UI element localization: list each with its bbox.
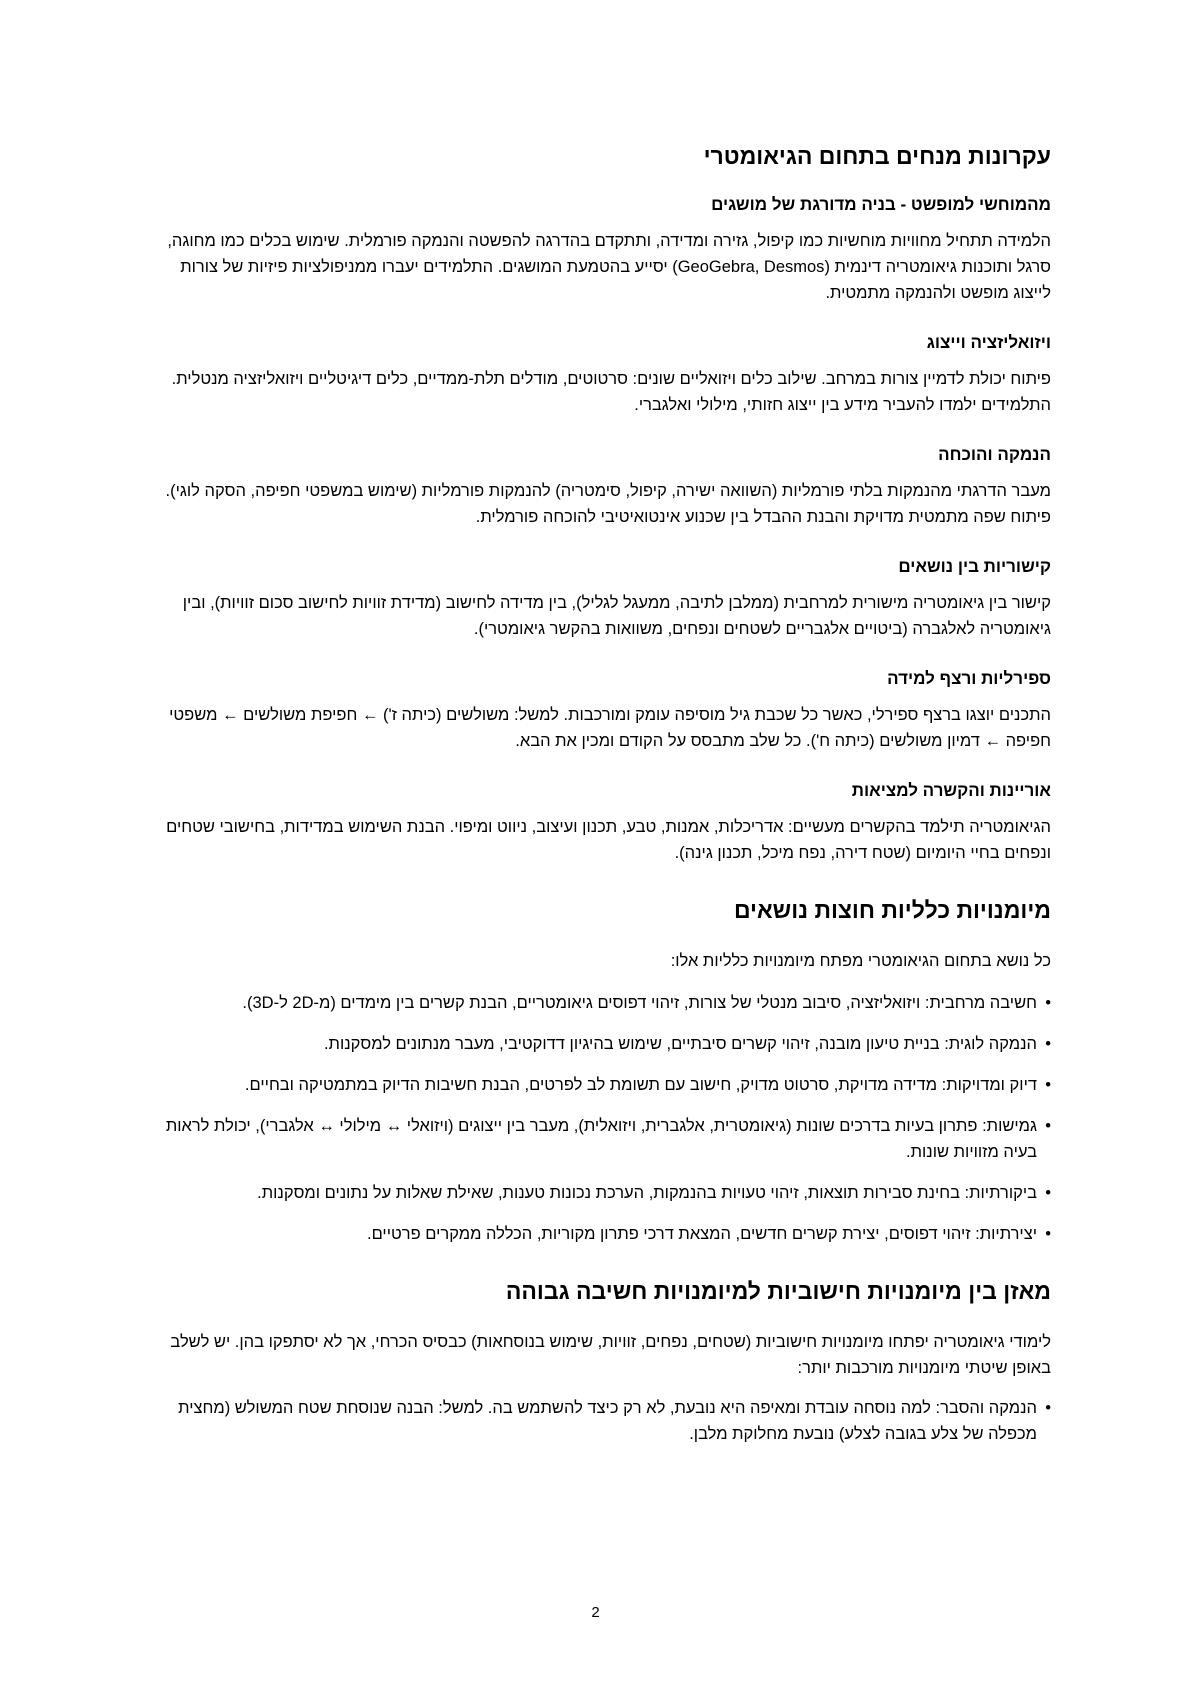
subsection-reasoning-proof (146, 444, 1051, 530)
subsection-title: ויזואליזציה וייצוג (926, 332, 1051, 352)
subsection-spiral-learning (146, 668, 1051, 754)
subsection-text: הגיאומטריה תילמד בהקשרים מעשיים: אדריכלות, אמנות, טבע, תכנון ועיצוב, ניווט ומיפוי. הבנת השימוש במדידות, בחישובי שטחים ונפחים בחיי היומיום (שטח דירה, נפח מיכל, תכנון גינה). (166, 818, 1051, 863)
section-intro: כל נושא בתחום הגיאומטרי מפתח מיומנויות כלליות אלו: (670, 952, 1051, 971)
page-number: 2 (591, 1604, 600, 1621)
subsection-title: ספירליות ורצף למידה (887, 669, 1051, 689)
section-title-cross-skills: מיומנויות כלליות חוצות נושאים (733, 897, 1051, 924)
subsection-title: קישוריות בין נושאים (898, 557, 1051, 577)
skills-balance-list (146, 1395, 1051, 1447)
subsection-text: מעבר הדרגתי מהנמקות בלתי פורמליות (השוואה ישירה, קיפול, סימטריה) להנמקות פורמליות (שימוש במשפטי חפיפה, הסקה לוגי). פיתוח שפה מתמטית מדויקת והבנת ההבדל בין שכנוע אינטואיטיבי להוכחה פורמלית. (165, 482, 1051, 527)
section-intro: לימודי גיאומטריה יפתחו מיומנויות חישוביות (שטחים, נפחים, זוויות, שימוש בנוסחאות) כבסיס הכרחי, אך לא יסתפקו בהן. יש לשלב באופן שיטתי מיומנויות מורכבות יותר: (170, 1333, 1051, 1378)
list-item: • גמישות: פתרון בעיות בדרכים שונות (גיאומטרית, אלגברית, ויזואלית), מעבר בין ייצוגים (ויזואלי ↔ מילולי ↔ אלגברי), יכולת לראות בעיה מזוויות שונות. (146, 1113, 1051, 1165)
subsection-text: הלמידה תתחיל מחוויות מוחשיות כמו קיפול, גזירה ומדידה, ותתקדם בהדרגה להפשטה והנמקה פורמלית. שימוש בכלים כמו מחוגה, סרגל ותוכנות גיאומטריה דינמית (GeoGebra, Desmos) יסייע בהטמעת המושגים. התלמידים יעברו ממניפולציות פיזיות של צורות לייצוג מופשט ולהנמקה מתמטית. (167, 231, 1051, 302)
subsection-connectivity (146, 556, 1051, 642)
list-item: • חשיבה מרחבית: ויזואליזציה, סיבוב מנטלי של צורות, זיהוי דפוסים גיאומטריים, הבנת קשרים בין מימדים (מ-2D ל-3D). (116, 990, 1051, 1016)
list-item: • הנמקה לוגית: בניית טיעון מובנה, זיהוי קשרים סיבתיים, שימוש בהיגיון דדוקטיבי, מעבר מנתונים למסקנות. (146, 1031, 1051, 1057)
subsection-text: פיתוח יכולת לדמיין צורות במרחב. שילוב כלים ויזואליים שונים: סרטוטים, מודלים תלת-ממדיים, כלים דיגיטליים ויזואליזציה מנטלית. התלמידים ילמדו להעביר מידע בין ייצוג חזותי, מילולי ואלגברי. (171, 370, 1051, 415)
section-title-skills-balance: מאזן בין מיומנויות חישוביות למיומנויות חשיבה גבוהה (505, 1278, 1051, 1305)
list-item: • יצירתיות: זיהוי דפוסים, יצירת קשרים חדשים, המצאת דרכי פתרון מקוריות, הכללה ממקרים פרטיים. (146, 1221, 1051, 1247)
list-item: • ביקורתיות: בחינת סבירות תוצאות, זיהוי טעויות בהנמקות, הערכת נכונות טענות, שאילת שאלות על נתונים ומסקנות. (146, 1180, 1051, 1206)
list-item: • הנמקה והסבר: למה נוסחה עובדת ומאיפה היא נובעת, לא רק כיצד להשתמש בה. למשל: הבנה שנוסחת שטח המשולש (מחצית מכפלה של צלע בגובה לצלע) נובעת מחלוקת מלבן. (146, 1395, 1051, 1447)
subsection-literacy-reality (146, 780, 1051, 866)
cross-skills-list (146, 990, 1051, 1247)
subsection-text: התכנים יוצגו ברצף ספירלי, כאשר כל שכבת גיל מוסיפה עומק ומורכבות. למשל: משולשים (כיתה ז') ← חפיפת משולשים ← משפטי חפיפה ← דמיון משולשים (כיתה ח'). כל שלב מתבסס על הקודם ומכין את הבא. (169, 706, 1051, 751)
subsection-text: קישור בין גיאומטריה מישורית למרחבית (ממלבן לתיבה, ממעגל לגליל), בין מדידה לחישוב (מדידת זוויות לחישוב סכום זוויות), ובין גיאומטריה לאלגברה (ביטויים אלגבריים לשטחים ונפחים, משוואות בהקשר גיאומטרי). (182, 594, 1051, 639)
subsection-concrete-to-abstract (146, 194, 1051, 306)
subsection-visualization (146, 332, 1051, 418)
subsection-title: מהמוחשי למופשט - בניה מדורגת של מושגים (711, 194, 1051, 214)
subsection-title: הנמקה והוכחה (938, 445, 1051, 465)
section-title-guiding-principles: עקרונות מנחים בתחום הגיאומטרי (703, 143, 1051, 169)
subsection-title: אוריינות והקשרה למציאות (851, 781, 1051, 801)
list-item: • דיוק ומדויקות: מדידה מדויקת, סרטוט מדויק, חישוב עם תשומת לב לפרטים, הבנת חשיבות הדיוק במתמטיקה ובחיים. (146, 1072, 1051, 1098)
page-content (146, 142, 1051, 1467)
